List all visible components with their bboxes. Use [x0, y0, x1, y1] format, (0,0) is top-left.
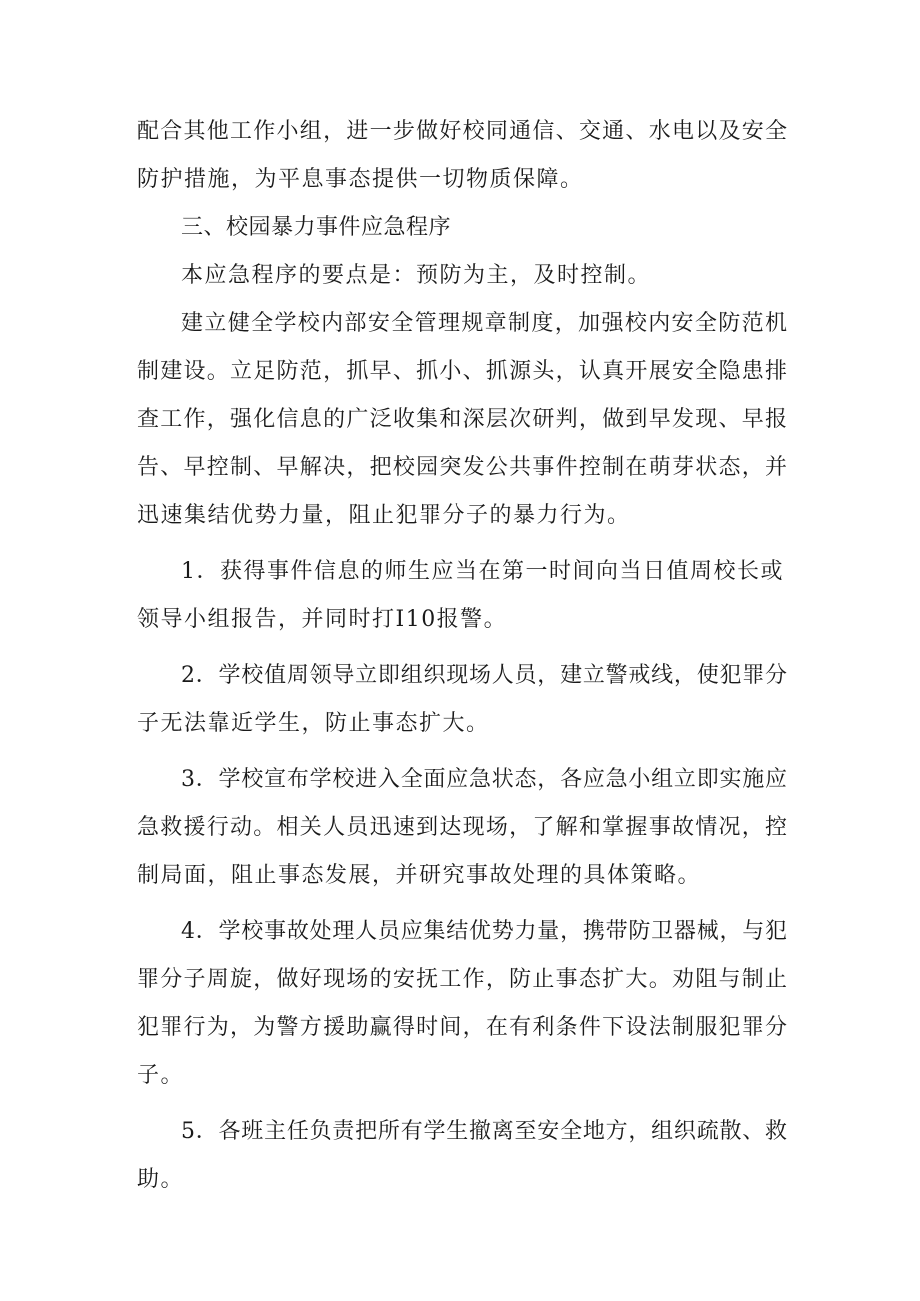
text-line: 子无法靠近学生，防止事态扩大。 — [137, 711, 490, 736]
list-item-1 — [137, 548, 787, 644]
text-line: 助。 — [137, 1167, 185, 1192]
list-item-3 — [137, 756, 787, 900]
list-item-5 — [137, 1108, 787, 1204]
text-line: 1．获得事件信息的师生应当在第一时间向当日值周校长或 — [181, 559, 784, 584]
continuation-paragraph — [137, 108, 787, 204]
text-line: 急救援行动。相关人员迅速到达现场，了解和掌握事故情况，控 — [137, 815, 787, 840]
text-line: 查工作，强化信息的广泛收集和深层次研判，做到早发现、早报 — [137, 407, 787, 432]
text-line: 子。 — [137, 1063, 185, 1088]
text-line: 领导小组报告，并同时打I10报警。 — [137, 607, 508, 632]
text-line: 5．各班主任负责把所有学生撤离至安全地方，组织疏散、救 — [181, 1119, 787, 1144]
overview-paragraph — [137, 300, 787, 540]
text-line: 建立健全学校内部安全管理规章制度，加强校内安全防范机 — [181, 311, 787, 336]
text-line: 配合其他工作小组，进一步做好校同通信、交通、水电以及安全 — [137, 119, 787, 144]
list-item-2 — [137, 652, 787, 748]
intro-paragraph: 本应急程序的要点是：预防为主，及时控制。 — [181, 263, 652, 288]
text-line: 犯罪行为，为警方援助赢得时间，在有利条件下设法制服犯罪分 — [137, 1015, 787, 1040]
text-line: 罪分子周旋，做好现场的安抚工作，防止事态扩大。劝阻与制止 — [137, 967, 787, 992]
text-line: 告、早控制、早解决，把校园突发公共事件控制在萌芽状态，并 — [137, 455, 787, 480]
text-line: 迅速集结优势力量，阻止犯罪分子的暴力行为。 — [137, 503, 631, 528]
text-line: 防护措施，为平息事态提供一切物质保障。 — [137, 167, 584, 192]
list-item-4 — [137, 908, 787, 1100]
text-line: 制局面，阻止事态发展，并研究事故处理的具体策略。 — [137, 863, 702, 888]
text-line: 制建设。立足防范，抓早、抓小、抓源头，认真开展安全隐患排 — [137, 359, 787, 384]
section-heading: 三、校园暴力事件应急程序 — [181, 215, 452, 240]
text-line: 4．学校事故处理人员应集结优势力量，携带防卫器械，与犯 — [181, 919, 787, 944]
document-body — [137, 108, 787, 1204]
text-line: 2．学校值周领导立即组织现场人员，建立警戒线，使犯罪分 — [181, 663, 787, 688]
text-line: 3．学校宣布学校进入全面应急状态，各应急小组立即实施应 — [181, 767, 787, 792]
